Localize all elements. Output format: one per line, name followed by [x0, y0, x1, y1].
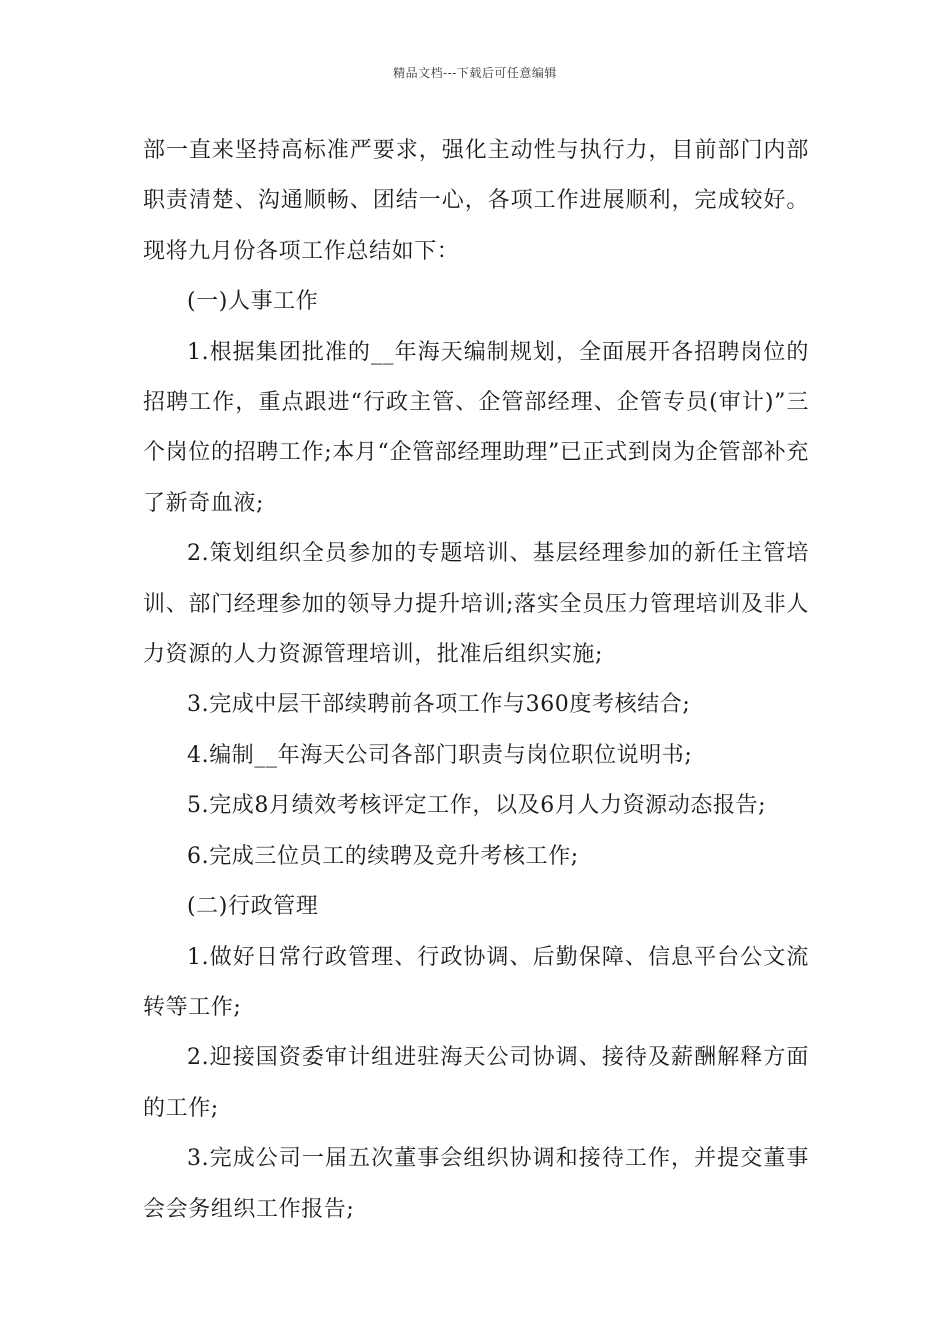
paragraph-item: 4.编制__年海天公司各部门职责与岗位职位说明书;: [187, 742, 693, 768]
paragraph-item: 3.完成中层干部续聘前各项工作与360度考核结合;: [187, 692, 691, 718]
document-body: [143, 126, 809, 1235]
paragraph-item: 6.完成三位员工的续聘及竞升考核工作;: [187, 843, 579, 869]
section-heading-admin: (二)行政管理: [187, 894, 319, 920]
paragraph-intro: 部一直来坚持高标准严要求，强化主动性与执行力，目前部门内部职责清楚、沟通顺畅、团结一心，各项工作进展顺利，完成较好。现将九月份各项工作总结如下：: [143, 138, 809, 264]
paragraph-item: 2.迎接国资委审计组进驻海天公司协调、接待及薪酬解释方面的工作;: [143, 1045, 809, 1121]
page-header: 精品文档---下载后可任意编辑: [393, 66, 557, 80]
paragraph-item: 3.完成公司一届五次董事会组织协调和接待工作，并提交董事会会务组织工作报告;: [143, 1146, 809, 1222]
paragraph-item: 1.根据集团批准的__年海天编制规划，全面展开各招聘岗位的招聘工作，重点跟进“行政主管、企管部经理、企管专员(审计)”三个岗位的招聘工作;本月“企管部经理助理”已正式到岗为企管部补充了新奇血液;: [143, 339, 809, 516]
paragraph-item: 5.完成8月绩效考核评定工作，以及6月人力资源动态报告;: [187, 793, 767, 819]
paragraph-item: 2.策划组织全员参加的专题培训、基层经理参加的新任主管培训、部门经理参加的领导力提升培训;落实全员压力管理培训及非人力资源的人力资源管理培训，批准后组织实施;: [143, 541, 809, 668]
paragraph-item: 1.做好日常行政管理、行政协调、后勤保障、信息平台公文流转等工作;: [143, 944, 809, 1020]
section-heading-personnel: (一)人事工作: [187, 289, 319, 315]
